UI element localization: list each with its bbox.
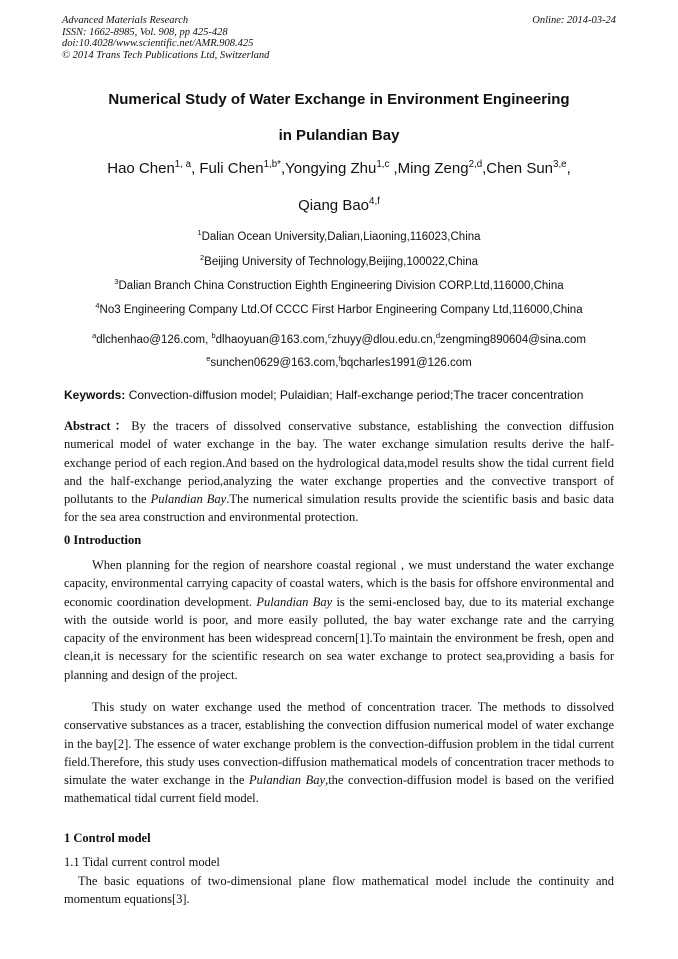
keywords: [64, 388, 614, 402]
author-name: ,Ming Zeng: [389, 160, 469, 177]
author-separator: ,: [566, 160, 571, 177]
author-name: ,Yongying Zhu: [280, 160, 377, 177]
affiliation-text: Beijing University of Technology,Beijing,100022,China: [204, 256, 478, 268]
email: sunchen0629@163.com,: [210, 357, 339, 369]
abstract-text: .The numerical simulation results provide the scientific basis and basic data for the sea area construction and environmental protection.: [64, 492, 615, 525]
emails-line1: [30, 331, 648, 346]
section-1-heading: 1 Control model: [64, 831, 151, 845]
author-name: , Fuli Chen: [191, 160, 264, 177]
affiliation-1: [30, 228, 648, 243]
authors-line1: [40, 160, 638, 177]
author-name: Qiang Bao: [298, 197, 370, 214]
online-date: Online: 2014-03-24: [532, 15, 616, 26]
author-affil: 4,f: [369, 196, 380, 207]
intro-paragraph-1: [64, 556, 614, 684]
keywords-label: Keywords:: [64, 388, 126, 402]
paragraph-text: ,the convection-diffusion model is based on the verified mathematical tidal current field model.: [64, 773, 615, 806]
paper-title-line1: Numerical Study of Water Exchange in Environment Engineering: [108, 91, 570, 108]
affiliation-text: Dalian Branch China Construction Eighth Engineering Division CORP.Ltd,116000,China: [118, 280, 564, 292]
email: dlhaoyuan@163.com,: [215, 334, 328, 346]
paragraph-text: is the semi-enclosed bay, due to its material exchange with the outside world is poor, and more easily polluted, the bay water exchange rate and the carrying capacity of the environment has been widespread concern[1].To maintain the environment be fresh, open and clean,it is necessary for the scientific research on sea water exchange to protect sea,providing a basis for planning and design of the project.: [64, 594, 614, 682]
paragraph-text: This study on water exchange used the method of concentration tracer. The methods to dissolved conservative substances as a tracer, establishing the convection diffusion numerical model of water exchange in the bay[2]. The essence of water exchange problem is the convection-diffusion problem in the tidal current field.Therefore, this study uses convection-diffusion mathematical models of concentration tracer methods to simulate the water exchange in the: [64, 700, 614, 788]
affiliation-number: 1: [197, 228, 202, 238]
affiliation-text: Dalian Ocean University,Dalian,Liaoning,116023,China: [201, 231, 481, 243]
paragraph-italic: Pulandian Bay: [248, 773, 326, 788]
email-marker: f: [338, 354, 341, 364]
journal-header: [62, 15, 616, 61]
affiliation-number: 4: [95, 301, 100, 311]
copyright: © 2014 Trans Tech Publications Ltd, Switzerland: [62, 49, 270, 61]
author-affil: 1,c: [376, 159, 390, 170]
section-1-paragraph: The basic equations of two-dimensional plane flow mathematical model include the continuity and momentum equations[3].: [64, 874, 614, 907]
email: bqcharles1991@126.com: [340, 357, 472, 369]
author-affil: 1,b*: [263, 159, 281, 170]
paragraph-text: When planning for the region of nearshore coastal regional , we must understand the water exchange capacity, environmental carrying capacity of coastal waters, which is the basis for offshore environmental and economic coordination development.: [64, 558, 614, 609]
author-name: Hao Chen: [107, 160, 175, 177]
affiliation-3: [30, 277, 648, 292]
author-affil: 1, a: [174, 159, 192, 170]
author-name: ,Chen Sun: [482, 160, 554, 177]
journal-name: Advanced Materials Research: [62, 15, 189, 26]
keywords-text: Convection-diffusion model; Pulaidian; Half-exchange period;The tracer concentration: [125, 388, 584, 402]
abstract-colon: ：: [110, 419, 132, 433]
abstract-italic: Pulandian Bay: [150, 492, 227, 507]
author-affil: 2,d: [468, 159, 483, 170]
abstract: [64, 417, 614, 527]
abstract-text: By the tracers of dissolved conservative substance, establishing the convection diffusion numerical model of water exchange in the bay. The water exchange simulation results derive the half-exchange period of each region.And based on the hydrological data,model results show the tidal current field and the half-exchange period,analyzing the water exchange properties and the convective transport of pollutants to the: [64, 419, 614, 507]
affiliation-number: 3: [114, 277, 119, 287]
email-marker: d: [435, 331, 440, 341]
email-marker: b: [211, 331, 216, 341]
section-0-heading: 0 Introduction: [64, 533, 142, 547]
email: dlchenhao@126.com,: [96, 334, 212, 346]
subsection-1-1-heading: 1.1 Tidal current control model: [64, 855, 220, 869]
abstract-label: Abstract: [64, 419, 111, 433]
affiliation-4: [30, 301, 648, 316]
email: zengming890604@sina.com: [439, 334, 586, 346]
paragraph-italic: Pulandian Bay: [256, 594, 333, 609]
issn: ISSN: 1662-8985, Vol. 908, pp 425-428: [62, 26, 228, 38]
email-marker: a: [92, 331, 97, 341]
author-affil: 3,e: [553, 159, 567, 170]
affiliation-text: No3 Engineering Company Ltd.Of CCCC First Harbor Engineering Company Ltd,116000,China: [99, 304, 583, 316]
email-marker: c: [327, 331, 332, 341]
authors-line2: [40, 197, 638, 214]
affiliation-2: [30, 253, 648, 268]
email: zhuyy@dlou.edu.cn,: [331, 334, 436, 346]
paper-title-line2: in Pulandian Bay: [278, 127, 400, 144]
doi: doi:10.4028/www.scientific.net/AMR.908.425: [62, 38, 254, 49]
intro-paragraph-2: [64, 698, 614, 808]
emails-line2: [30, 354, 648, 369]
affiliation-number: 2: [200, 253, 205, 263]
email-marker: e: [206, 354, 211, 364]
